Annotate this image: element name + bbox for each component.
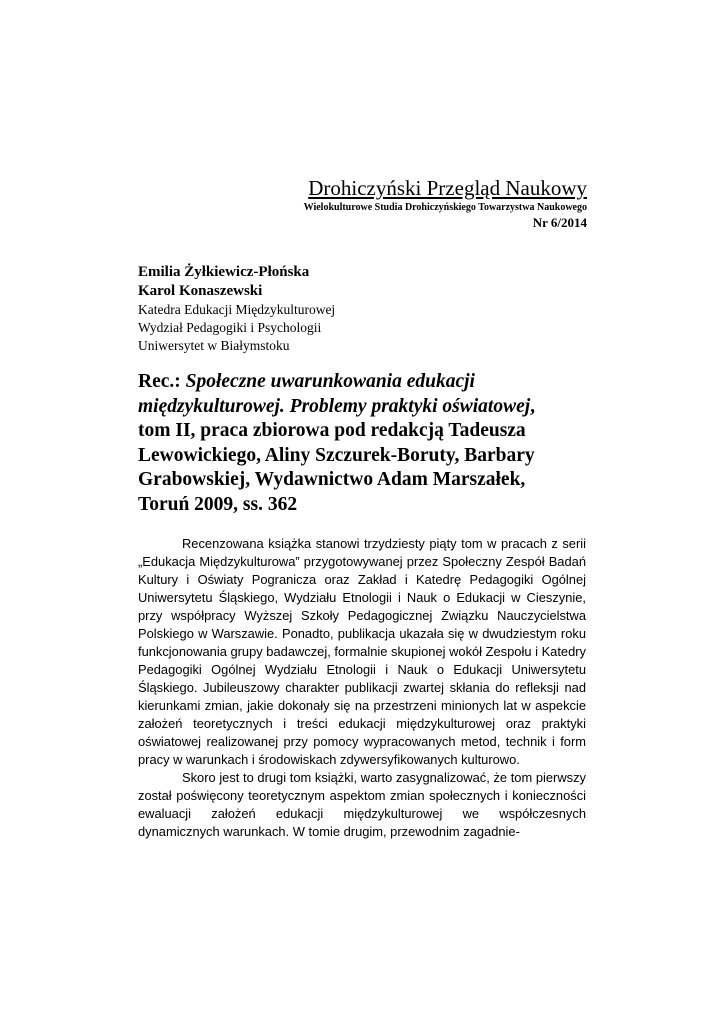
author-name: Karol Konaszewski [138, 283, 263, 299]
author-name: Emilia Żyłkiewicz-Płońska [138, 264, 310, 280]
paragraph: Recenzowana książka stanowi trzydziesty piąty tom w pracach z serii „Edukacja Międzykulturowa” przygotowywanej przez Społeczny Zespół Badań Kultury i Oświaty Pogranicza oraz Zakład i Katedrę Pedagogiki Ogólnej Uniwersytetu Śląskiego, Wydziału Etnologii i Nauk o Edukacji w Cieszynie, przy współpracy Wyższej Szkoły Pedagogicznej Związku Nauczycielstwa Polskiego w Warszawie. Ponadto, publikacja ukazała się w dwudziestym roku funkcjonowania grupy badawczej, formalnie skupionej wokół Zespołu i Katedry Pedagogiki Ogólnej Wydziału Etnologii i Nauk o Edukacji Uniwersytetu Śląskiego. Jubileuszowy charakter publikacji zwartej skłania do refleksji nad kierunkami zmian, jakie dokonały się na przestrzeni minionych lat w aspekcie założeń teoretycznych i treści edukacji międzykulturowej oraz praktyki oświatowej realizowanej przy pomocy wypracowanych metod, technik i form pracy w warunkach i środowiskach zdywersyfikowanych kulturowo. [138, 536, 586, 767]
review-title [138, 370, 568, 517]
affiliation-line: Uniwersytet w Białymstoku [138, 338, 290, 353]
affiliation-line: Katedra Edukacji Międzykulturowej [138, 302, 336, 317]
review-prefix: Rec.: [138, 371, 181, 392]
journal-issue: Nr 6/2014 [532, 215, 587, 230]
body-text [138, 535, 586, 841]
reviewed-book-title: Społeczne uwarunkowania edukacji międzykulturowej. Problemy praktyki oświatowej [138, 371, 531, 417]
journal-subtitle: Wielokulturowe Studia Drohiczyńskiego Towarzystwa Naukowego [303, 202, 587, 213]
reviewed-book-details: , tom II, praca zbiorowa pod redakcją Tadeusza Lewowickiego, Aliny Szczurek-Boruty, Barbary Grabowskiej, Wydawnictwo Adam Marszałek, Toruń 2009, ss. 362 [138, 395, 536, 515]
journal-header [304, 176, 587, 231]
affiliation-line: Wydział Pedagogiki i Psychologii [138, 320, 322, 335]
paragraph: Skoro jest to drugi tom książki, warto zasygnalizować, że tom pierwszy został poświęcony teoretycznym aspektom zmian społecznych i konieczności ewaluacji założeń edukacji międzykulturowej we współczesnych dynamicznych warunkach. W tomie drugim, przewodnim zagadnie- [138, 770, 586, 839]
journal-title: Drohiczyński Przegląd Naukowy [308, 176, 587, 200]
author-block [138, 263, 335, 355]
